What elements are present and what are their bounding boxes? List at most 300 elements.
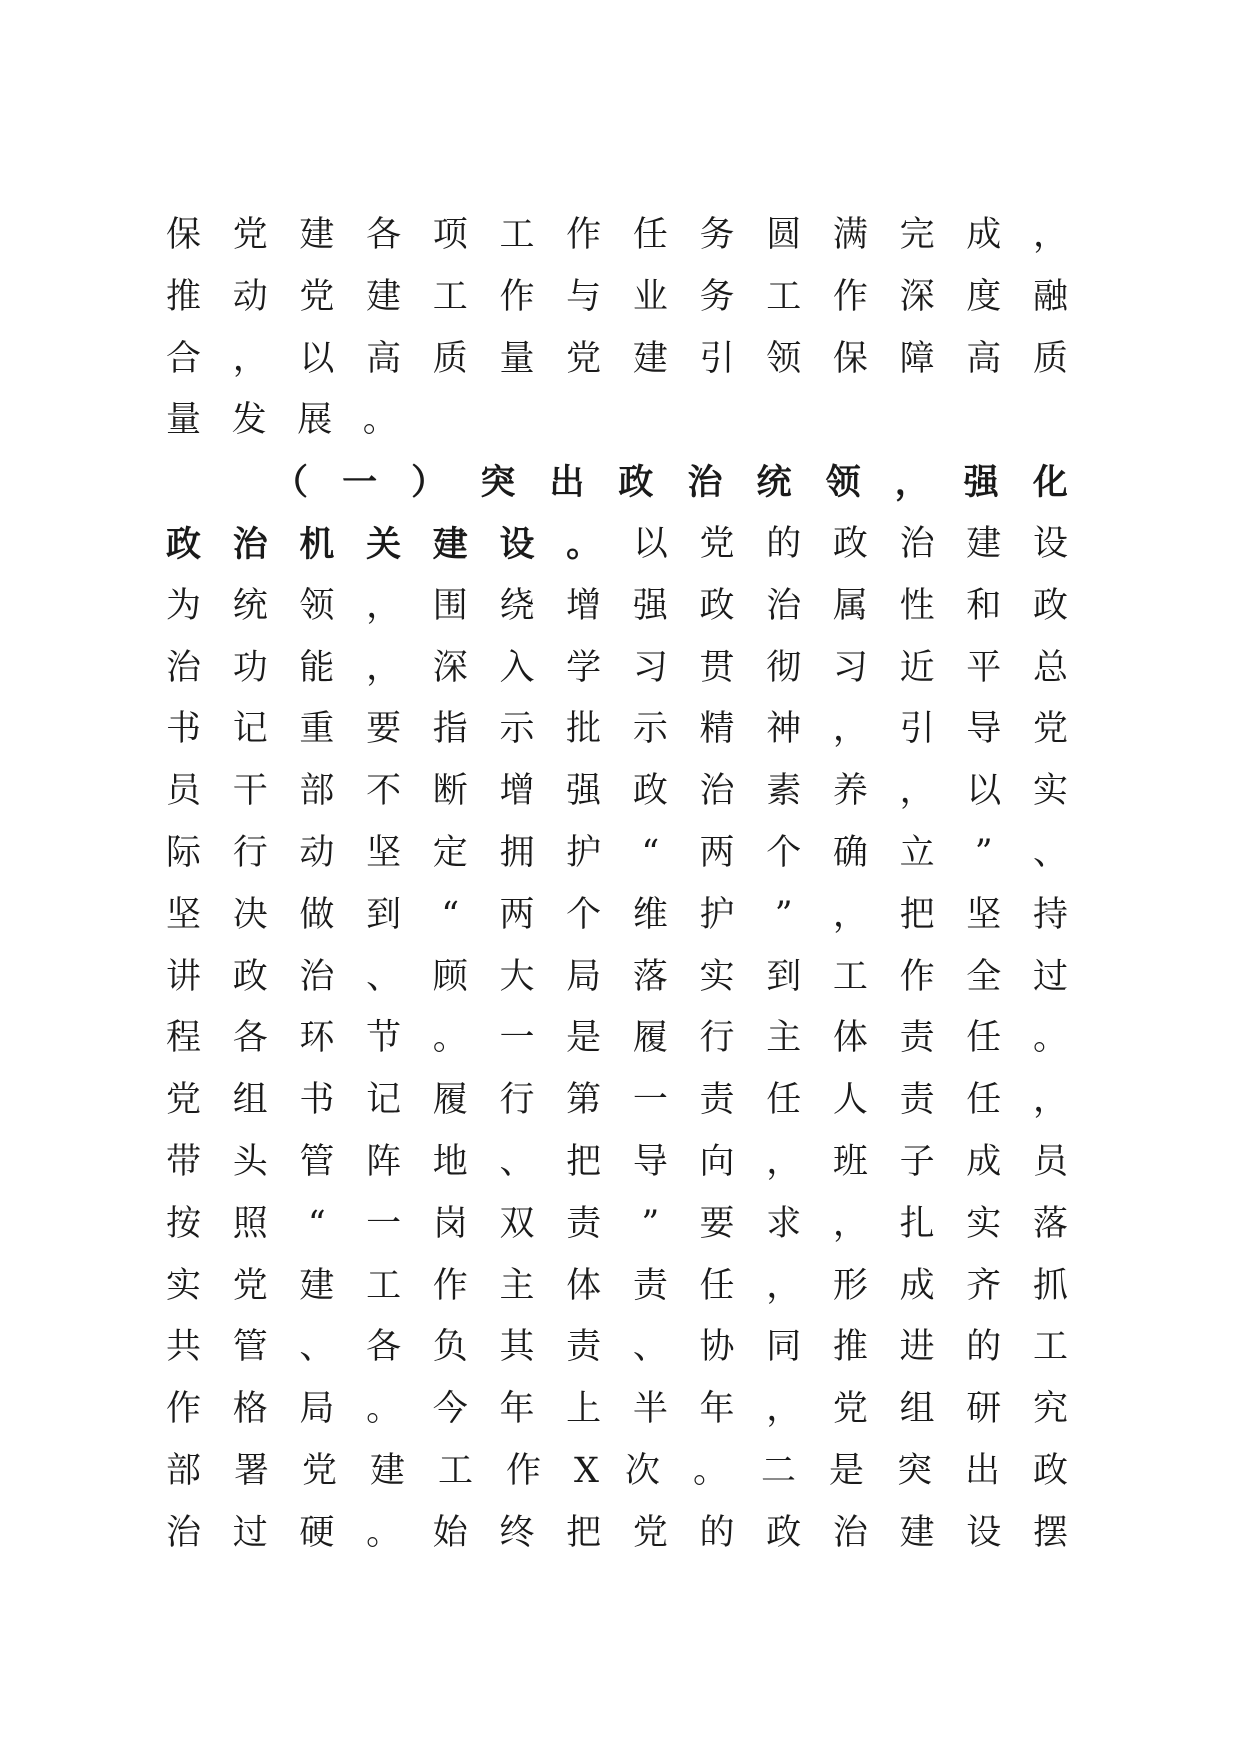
text-char: 局 bbox=[566, 956, 602, 997]
text-char: 任 bbox=[966, 1018, 1002, 1059]
text-char: 把 bbox=[566, 1141, 602, 1182]
text-char: 深 bbox=[432, 647, 468, 688]
text-char: 始 bbox=[432, 1512, 468, 1553]
text-char: 进 bbox=[899, 1327, 935, 1368]
text-char: 围 bbox=[432, 585, 468, 626]
text-char: 岗 bbox=[432, 1203, 468, 1244]
text-char: 持 bbox=[1032, 894, 1068, 935]
text-char: 个 bbox=[766, 832, 802, 873]
text-line bbox=[166, 1256, 1068, 1318]
text-char: 治 bbox=[299, 956, 335, 997]
text-char: 坚 bbox=[366, 832, 402, 873]
text-char: 领 bbox=[825, 462, 861, 504]
text-char: 、 bbox=[1032, 832, 1068, 873]
text-char: 务 bbox=[699, 215, 735, 255]
text-char: 作 bbox=[499, 276, 535, 317]
text-line bbox=[166, 1132, 1068, 1194]
text-char: 做 bbox=[299, 894, 335, 935]
text-char: 头 bbox=[232, 1141, 268, 1182]
text-char: 高 bbox=[966, 338, 1002, 379]
text-char: ， bbox=[766, 1389, 802, 1430]
text-char: 落 bbox=[1032, 1203, 1068, 1244]
text-char: 际 bbox=[166, 832, 202, 873]
text-char: 环 bbox=[299, 1018, 335, 1059]
text-char: 强 bbox=[566, 771, 602, 812]
text-char: 建 bbox=[299, 1265, 335, 1306]
text-char: 顾 bbox=[432, 956, 468, 997]
text-char: 实 bbox=[166, 1265, 202, 1306]
text-char: 扎 bbox=[899, 1203, 935, 1244]
text-char: 研 bbox=[966, 1389, 1002, 1430]
text-char: 政 bbox=[166, 523, 202, 565]
text-char: 一 bbox=[499, 1018, 535, 1059]
text-char: 摆 bbox=[1032, 1512, 1068, 1553]
text-char: 治 bbox=[232, 523, 268, 565]
text-char: 成 bbox=[899, 1265, 935, 1306]
text-char: 任 bbox=[766, 1080, 802, 1121]
text-char: 建 bbox=[899, 1512, 935, 1553]
text-char: 地 bbox=[432, 1141, 468, 1182]
text-char: 。 bbox=[366, 1512, 402, 1553]
text-char: 工 bbox=[1032, 1327, 1068, 1368]
text-char: 高 bbox=[366, 338, 402, 379]
text-char: 设 bbox=[1032, 523, 1068, 564]
text-char: 、 bbox=[499, 1141, 535, 1182]
text-char: ， bbox=[1032, 215, 1068, 255]
text-char: 入 bbox=[499, 647, 535, 688]
text-char: 、 bbox=[632, 1327, 668, 1368]
text-char: 履 bbox=[632, 1018, 668, 1059]
text-char: 坚 bbox=[166, 894, 202, 935]
text-line bbox=[166, 1379, 1068, 1441]
text-char: 完 bbox=[899, 215, 935, 255]
text-line bbox=[166, 885, 1068, 947]
text-char: 发 bbox=[231, 400, 267, 441]
text-char: 与 bbox=[566, 276, 602, 317]
text-char: “ bbox=[641, 832, 660, 873]
text-char: 年 bbox=[499, 1389, 535, 1430]
text-char: 和 bbox=[966, 585, 1002, 626]
text-char: 体 bbox=[832, 1018, 868, 1059]
text-char: 的 bbox=[966, 1327, 1002, 1368]
text-char: 质 bbox=[432, 338, 468, 379]
text-char: 过 bbox=[1032, 956, 1068, 997]
text-char: 量 bbox=[166, 400, 202, 441]
text-char: 组 bbox=[899, 1389, 935, 1430]
text-char: 为 bbox=[166, 585, 202, 626]
text-char: 是 bbox=[829, 1450, 865, 1491]
text-char: 党 bbox=[232, 1265, 268, 1306]
text-char: 书 bbox=[166, 709, 202, 750]
text-char: 增 bbox=[499, 771, 535, 812]
text-char: 维 bbox=[632, 894, 668, 935]
text-char: 党 bbox=[1032, 709, 1068, 750]
text-char: 关 bbox=[366, 523, 402, 565]
text-char: 治 bbox=[832, 1512, 868, 1553]
text-char: 以 bbox=[299, 338, 335, 379]
text-char: 设 bbox=[966, 1512, 1002, 1553]
text-char: 强 bbox=[963, 462, 999, 504]
text-char: 出 bbox=[549, 462, 585, 504]
text-char: 建 bbox=[299, 215, 335, 255]
text-char: 政 bbox=[832, 523, 868, 564]
text-char: 把 bbox=[566, 1512, 602, 1553]
text-char: 行 bbox=[499, 1080, 535, 1121]
text-char: 以 bbox=[632, 523, 668, 564]
text-line bbox=[166, 638, 1068, 700]
text-char: 养 bbox=[832, 771, 868, 812]
text-char: 双 bbox=[499, 1203, 535, 1244]
text-char: 工 bbox=[766, 276, 802, 317]
text-char: 突 bbox=[897, 1450, 933, 1491]
text-char: 过 bbox=[232, 1512, 268, 1553]
text-char: 拥 bbox=[499, 832, 535, 873]
text-char: 两 bbox=[499, 894, 535, 935]
text-char: 格 bbox=[232, 1389, 268, 1430]
text-char: 各 bbox=[366, 1327, 402, 1368]
text-char: 。 bbox=[362, 400, 398, 441]
text-char: 示 bbox=[632, 709, 668, 750]
text-char: 展 bbox=[297, 400, 333, 441]
text-char: 齐 bbox=[966, 1265, 1002, 1306]
text-char: 其 bbox=[499, 1327, 535, 1368]
text-char: 示 bbox=[499, 709, 535, 750]
text-char: 作 bbox=[432, 1265, 468, 1306]
text-char: 机 bbox=[299, 523, 335, 565]
text-char: 局 bbox=[299, 1389, 335, 1430]
text-char: 习 bbox=[832, 647, 868, 688]
text-char: 重 bbox=[299, 709, 335, 750]
text-char: 习 bbox=[632, 647, 668, 688]
text-char: 党 bbox=[166, 1080, 202, 1121]
text-char: 主 bbox=[499, 1265, 535, 1306]
text-char: 的 bbox=[699, 1512, 735, 1553]
text-line bbox=[166, 947, 1068, 1009]
text-char: 彻 bbox=[766, 647, 802, 688]
text-char: 责 bbox=[899, 1018, 935, 1059]
text-char: 把 bbox=[899, 894, 935, 935]
text-char: 责 bbox=[899, 1080, 935, 1121]
text-char: 坚 bbox=[966, 894, 1002, 935]
text-char: 一 bbox=[632, 1080, 668, 1121]
text-char: 政 bbox=[632, 771, 668, 812]
text-char: ” bbox=[641, 1203, 660, 1244]
text-line bbox=[166, 761, 1068, 823]
text-char: 大 bbox=[499, 956, 535, 997]
text-char: 的 bbox=[766, 523, 802, 564]
text-char: 政 bbox=[618, 462, 654, 504]
text-char: 合 bbox=[166, 338, 202, 379]
text-char: 次 bbox=[625, 1450, 661, 1491]
text-char: 到 bbox=[766, 956, 802, 997]
text-line bbox=[166, 1441, 1068, 1503]
text-char: 量 bbox=[499, 338, 535, 379]
text-char: 责 bbox=[566, 1327, 602, 1368]
text-char: 责 bbox=[632, 1265, 668, 1306]
text-char: 子 bbox=[899, 1141, 935, 1182]
text-char: 按 bbox=[166, 1203, 202, 1244]
text-char: 建 bbox=[966, 523, 1002, 564]
text-char: 实 bbox=[966, 1203, 1002, 1244]
text-char: 要 bbox=[366, 709, 402, 750]
text-char: 统 bbox=[756, 462, 792, 504]
text-char: 平 bbox=[966, 647, 1002, 688]
text-char: 形 bbox=[832, 1265, 868, 1306]
text-char: 建 bbox=[366, 276, 402, 317]
text-char: 出 bbox=[965, 1450, 1001, 1491]
text-char: 能 bbox=[299, 647, 335, 688]
text-char: 精 bbox=[699, 709, 735, 750]
text-char: 突 bbox=[480, 462, 516, 504]
text-char: ， bbox=[899, 771, 935, 812]
text-char: 管 bbox=[299, 1141, 335, 1182]
text-char: 质 bbox=[1032, 338, 1068, 379]
text-char: 工 bbox=[366, 1265, 402, 1306]
text-char: 书 bbox=[299, 1080, 335, 1121]
text-char: 动 bbox=[299, 832, 335, 873]
text-char: 一 bbox=[366, 1203, 402, 1244]
text-char: 深 bbox=[899, 276, 935, 317]
text-line bbox=[166, 329, 1068, 391]
text-char: 班 bbox=[832, 1141, 868, 1182]
text-char: 组 bbox=[232, 1080, 268, 1121]
text-char: 到 bbox=[366, 894, 402, 935]
text-char: 落 bbox=[632, 956, 668, 997]
text-char: 。 bbox=[566, 523, 602, 565]
text-char: 护 bbox=[699, 894, 735, 935]
text-char: 引 bbox=[899, 709, 935, 750]
text-char: 领 bbox=[766, 338, 802, 379]
text-char: 。 bbox=[693, 1450, 729, 1491]
text-char: 、 bbox=[366, 956, 402, 997]
text-char: 保 bbox=[832, 338, 868, 379]
text-line bbox=[166, 1317, 1068, 1379]
text-char: 行 bbox=[699, 1018, 735, 1059]
text-char: 建 bbox=[632, 338, 668, 379]
text-char: ， bbox=[1032, 1080, 1068, 1121]
text-char: 是 bbox=[566, 1018, 602, 1059]
text-char: 贯 bbox=[699, 647, 735, 688]
text-char: 治 bbox=[687, 462, 723, 504]
text-char: 抓 bbox=[1032, 1265, 1068, 1306]
text-line bbox=[166, 267, 1068, 329]
text-line bbox=[166, 576, 1068, 638]
text-char: 节 bbox=[366, 1018, 402, 1059]
text-char: 带 bbox=[166, 1141, 202, 1182]
text-char: 建 bbox=[370, 1450, 406, 1491]
text-char: 要 bbox=[699, 1203, 735, 1244]
text-char: 求 bbox=[766, 1203, 802, 1244]
text-char: 。 bbox=[366, 1389, 402, 1430]
text-char: 统 bbox=[232, 585, 268, 626]
text-char: 究 bbox=[1032, 1389, 1068, 1430]
text-char: 半 bbox=[632, 1389, 668, 1430]
text-char: 务 bbox=[699, 276, 735, 317]
text-char: ， bbox=[366, 647, 402, 688]
text-char: ， bbox=[894, 462, 930, 504]
text-char: 任 bbox=[632, 215, 668, 255]
text-char: 一 bbox=[342, 462, 378, 504]
text-char: 。 bbox=[1032, 1018, 1068, 1059]
text-char: 党 bbox=[632, 1512, 668, 1553]
text-char: 不 bbox=[366, 771, 402, 812]
text-char: 导 bbox=[966, 709, 1002, 750]
text-char: ” bbox=[974, 832, 993, 873]
text-line bbox=[166, 823, 1068, 885]
text-char: 功 bbox=[232, 647, 268, 688]
text-char: 治 bbox=[699, 771, 735, 812]
text-char: 推 bbox=[832, 1327, 868, 1368]
text-char: 员 bbox=[166, 771, 202, 812]
text-char: 度 bbox=[966, 276, 1002, 317]
text-char: 个 bbox=[566, 894, 602, 935]
text-char: 党 bbox=[232, 215, 268, 255]
text-char: 党 bbox=[299, 276, 335, 317]
text-char: 工 bbox=[832, 956, 868, 997]
text-line bbox=[166, 1008, 1068, 1070]
text-char: 政 bbox=[1033, 1450, 1069, 1491]
text-char: 增 bbox=[566, 585, 602, 626]
text-char: 导 bbox=[632, 1141, 668, 1182]
text-char: 硬 bbox=[299, 1512, 335, 1553]
text-char: 两 bbox=[699, 832, 735, 873]
text-char: 推 bbox=[166, 276, 202, 317]
text-char: 实 bbox=[1032, 771, 1068, 812]
text-char: 工 bbox=[438, 1450, 474, 1491]
text-char: 总 bbox=[1032, 647, 1068, 688]
text-line bbox=[166, 1070, 1068, 1132]
text-char: 决 bbox=[232, 894, 268, 935]
text-char: 近 bbox=[899, 647, 935, 688]
text-char: “ bbox=[441, 894, 460, 935]
text-char: 政 bbox=[766, 1512, 802, 1553]
text-line bbox=[166, 1194, 1068, 1256]
text-char: 署 bbox=[234, 1450, 270, 1491]
text-char: 作 bbox=[899, 956, 935, 997]
text-char: 各 bbox=[232, 1018, 268, 1059]
text-char: 讲 bbox=[166, 956, 202, 997]
text-line bbox=[166, 1503, 1068, 1565]
text-char: ， bbox=[832, 709, 868, 750]
text-char: 成 bbox=[966, 215, 1002, 255]
text-char: 作 bbox=[506, 1450, 542, 1491]
text-char: “ bbox=[307, 1203, 326, 1244]
text-char: 记 bbox=[232, 709, 268, 750]
text-char: 项 bbox=[432, 215, 468, 255]
text-char: 记 bbox=[366, 1080, 402, 1121]
text-char: 引 bbox=[699, 338, 735, 379]
text-char: 全 bbox=[966, 956, 1002, 997]
text-char: 圆 bbox=[766, 215, 802, 255]
text-char: 治 bbox=[899, 523, 935, 564]
text-char: 素 bbox=[766, 771, 802, 812]
text-char: 护 bbox=[566, 832, 602, 873]
text-char: 上 bbox=[566, 1389, 602, 1430]
text-char: 领 bbox=[299, 585, 335, 626]
text-char: 今 bbox=[432, 1389, 468, 1430]
text-char: 人 bbox=[832, 1080, 868, 1121]
text-char: 同 bbox=[766, 1327, 802, 1368]
text-char: 作 bbox=[566, 215, 602, 255]
text-char: 党 bbox=[302, 1450, 338, 1491]
text-char: 协 bbox=[699, 1327, 735, 1368]
text-line bbox=[166, 390, 1068, 452]
text-char: 干 bbox=[232, 771, 268, 812]
text-line bbox=[166, 699, 1068, 761]
text-char: 工 bbox=[499, 215, 535, 255]
text-char: 责 bbox=[699, 1080, 735, 1121]
text-char: 工 bbox=[432, 276, 468, 317]
text-char: ， bbox=[832, 1203, 868, 1244]
text-char: 建 bbox=[432, 523, 468, 565]
section-heading-line bbox=[166, 452, 1068, 514]
text-char: 作 bbox=[832, 276, 868, 317]
text-char: （ bbox=[273, 462, 309, 504]
text-char: 学 bbox=[566, 647, 602, 688]
text-char: 批 bbox=[566, 709, 602, 750]
text-char: 各 bbox=[366, 215, 402, 255]
text-char: 主 bbox=[766, 1018, 802, 1059]
text-char: 治 bbox=[766, 585, 802, 626]
text-char: ） bbox=[411, 462, 447, 504]
text-char: 确 bbox=[832, 832, 868, 873]
text-char: ” bbox=[774, 894, 793, 935]
text-char: 治 bbox=[166, 1512, 202, 1553]
text-char: X bbox=[574, 1450, 599, 1491]
text-char: 神 bbox=[766, 709, 802, 750]
text-char: 成 bbox=[966, 1141, 1002, 1182]
text-char: 满 bbox=[832, 215, 868, 255]
text-char: 动 bbox=[232, 276, 268, 317]
text-char: 属 bbox=[832, 585, 868, 626]
text-char: 定 bbox=[432, 832, 468, 873]
text-char: 。 bbox=[432, 1018, 468, 1059]
text-char: 年 bbox=[699, 1389, 735, 1430]
text-char: 指 bbox=[432, 709, 468, 750]
text-char: ， bbox=[366, 585, 402, 626]
text-char: 断 bbox=[432, 771, 468, 812]
text-char: 终 bbox=[499, 1512, 535, 1553]
text-char: 责 bbox=[566, 1203, 602, 1244]
text-line bbox=[166, 514, 1068, 576]
text-char: 政 bbox=[1032, 585, 1068, 626]
text-char: 任 bbox=[966, 1080, 1002, 1121]
text-char: 照 bbox=[232, 1203, 268, 1244]
text-char: 第 bbox=[566, 1080, 602, 1121]
text-char: ， bbox=[766, 1265, 802, 1306]
text-char: 政 bbox=[232, 956, 268, 997]
text-char: 程 bbox=[166, 1018, 202, 1059]
text-char: 共 bbox=[166, 1327, 202, 1368]
text-char: 障 bbox=[899, 338, 935, 379]
text-char: 性 bbox=[899, 585, 935, 626]
text-char: 负 bbox=[432, 1327, 468, 1368]
text-char: ， bbox=[766, 1141, 802, 1182]
text-char: ， bbox=[232, 338, 268, 379]
text-char: 治 bbox=[166, 647, 202, 688]
text-char: 以 bbox=[966, 771, 1002, 812]
text-char: 立 bbox=[899, 832, 935, 873]
text-char: 、 bbox=[299, 1327, 335, 1368]
text-char: ， bbox=[832, 894, 868, 935]
text-char: 绕 bbox=[499, 585, 535, 626]
text-char: 行 bbox=[232, 832, 268, 873]
text-char: 业 bbox=[632, 276, 668, 317]
text-char: 强 bbox=[632, 585, 668, 626]
body-text bbox=[166, 205, 1068, 1565]
text-char: 部 bbox=[166, 1450, 202, 1491]
text-char: 履 bbox=[432, 1080, 468, 1121]
